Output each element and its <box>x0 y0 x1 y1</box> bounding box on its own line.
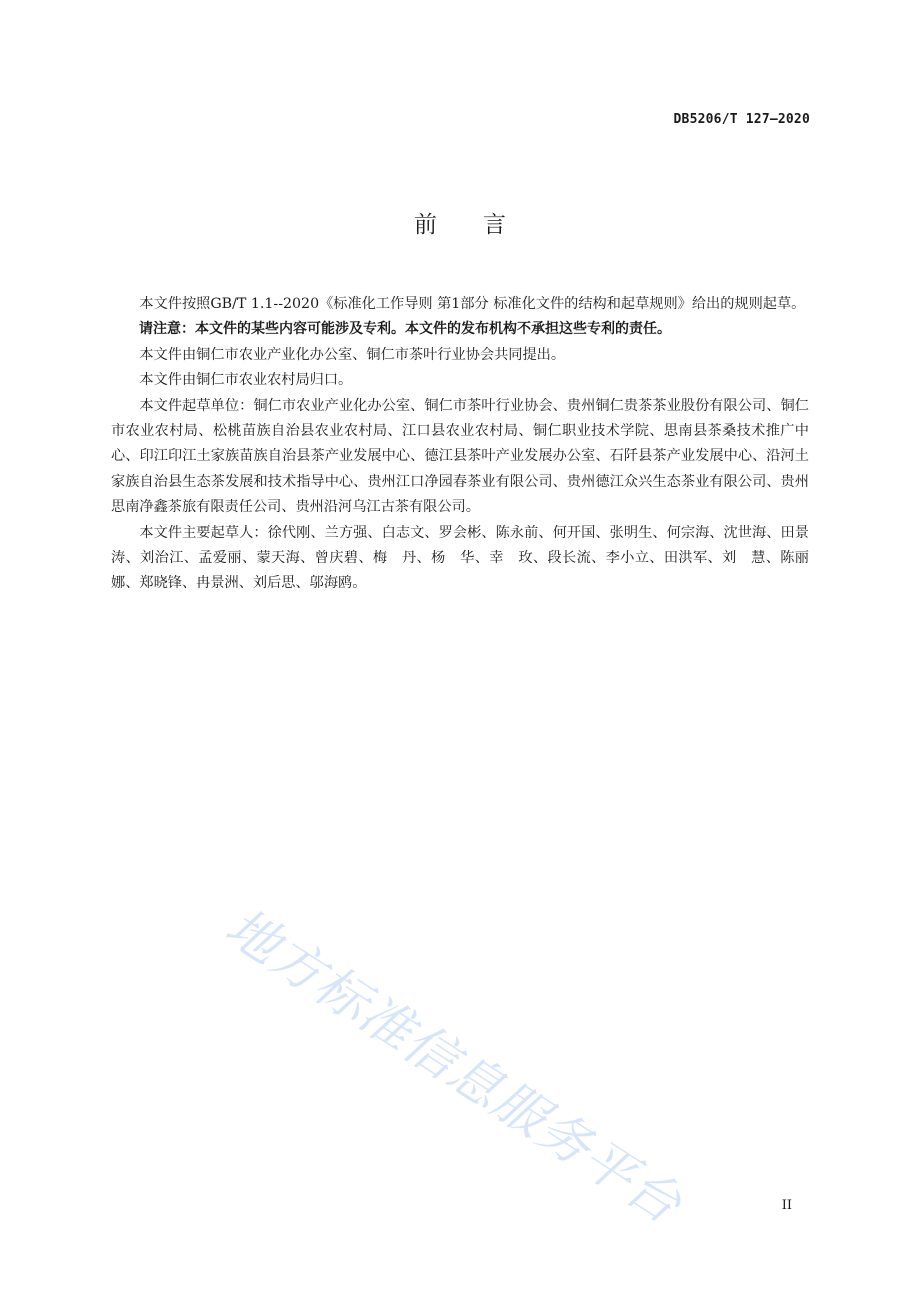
paragraph-proposer: 本文件由铜仁市农业产业化办公室、铜仁市茶叶行业协会共同提出。 <box>139 346 566 363</box>
paragraph-drafters: 本文件主要起草人：徐代刚、兰方强、白志文、罗会彬、陈永前、何开国、张明生、何宗海、沈世海、田景涛、刘治江、孟爱丽、蒙天海、曾庆碧、梅 丹、杨 华、幸 玫、段长流、李小立、田洪军、刘 慧、陈丽娜、郑晓锋、冉景洲、刘后思、邬海鸥。 <box>111 524 809 592</box>
paragraph-centralized-unit: 本文件由铜仁市农业农村局归口。 <box>139 372 353 389</box>
foreword-body <box>111 292 809 597</box>
page-number: II <box>781 1198 792 1213</box>
paragraph-drafting-rules: 本文件按照GB/T 1.1--2020《标准化工作导则 第1部分 标准化文件的结构和起草规则》给出的规则起草。 <box>139 296 806 312</box>
page-title: 前言 <box>414 212 552 238</box>
patent-notice: 请注意：本文件的某些内容可能涉及专利。本文件的发布机构不承担这些专利的责任。 <box>139 321 671 338</box>
paragraph-drafting-units: 本文件起草单位：铜仁市农业产业化办公室、铜仁市茶叶行业协会、贵州铜仁贵茶茶业股份有限公司、铜仁市农业农村局、松桃苗族自治县农业农村局、江口县农业农村局、铜仁职业技术学院、思南县茶桑技术推广中心、印江印江土家族苗族自治县茶产业发展中心、德江县茶叶产业发展办公室、石阡县茶产业发展中心、沿河土家族自治县生态茶发展和技术指导中心、贵州江口净园春茶业有限公司、贵州德江众兴生态茶业有限公司、贵州思南净鑫茶旅有限责任公司、贵州沿河乌江古茶有限公司。 <box>111 397 809 516</box>
document-code: DB5206/T 127—2020 <box>673 112 810 127</box>
watermark: 地方标准信息服务平台 <box>214 896 692 1236</box>
